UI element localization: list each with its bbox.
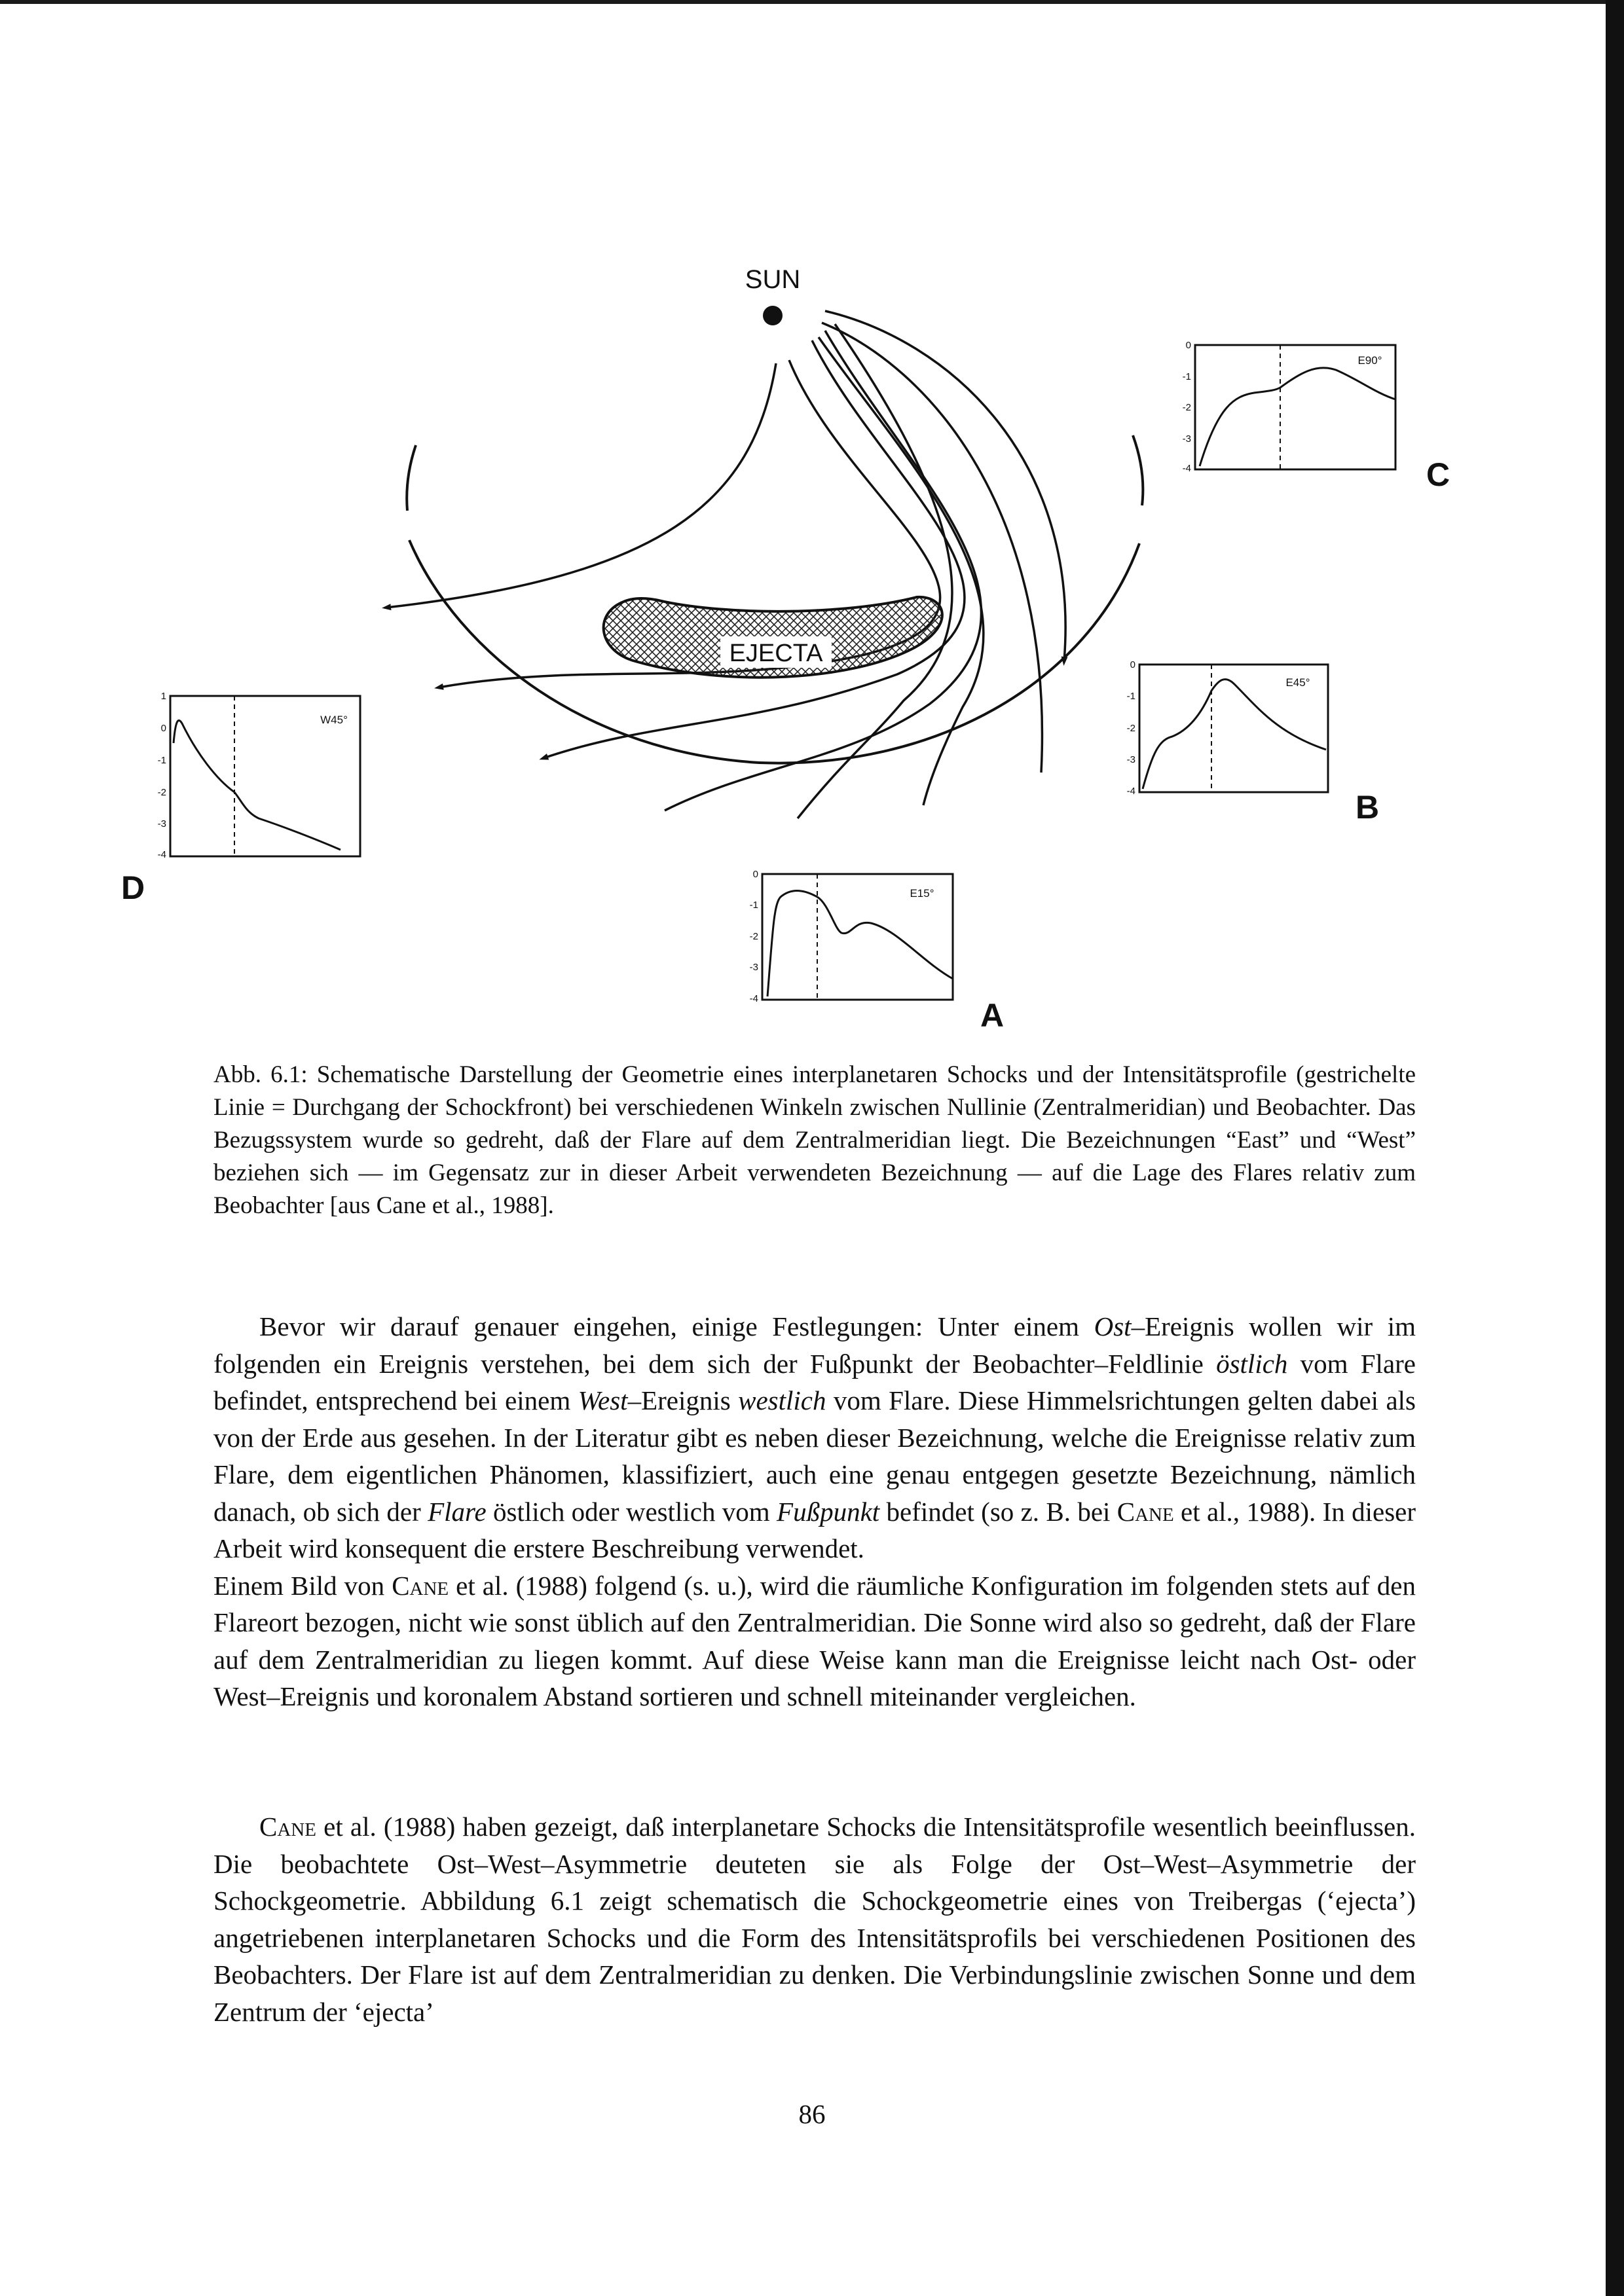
figure-caption bbox=[213, 1059, 1416, 1222]
panel-b-tick: 0 bbox=[1130, 659, 1135, 670]
sun-dot bbox=[763, 306, 783, 325]
panel-c-tick: -4 bbox=[1182, 463, 1191, 474]
text-run: Bevor wir darauf genauer eingehen, einige Festlegungen: Unter einem bbox=[259, 1311, 1094, 1341]
panel-b-tick: -4 bbox=[1126, 786, 1135, 797]
profile-panel-d bbox=[121, 691, 360, 906]
sun-label: SUN bbox=[745, 265, 801, 294]
italic-term: Fußpunkt bbox=[777, 1496, 880, 1527]
author-name: Cane bbox=[259, 1812, 316, 1842]
ejecta-label: EJECTA bbox=[729, 640, 823, 667]
panel-c-tick: -2 bbox=[1182, 402, 1191, 413]
panel-b-tick: -2 bbox=[1126, 723, 1135, 734]
text-run: et al. (1988) haben gezeigt, daß interplanetare Schocks die Intensitätsprofile wesentlich beeinflussen. Die beobachtete Ost–West–Asymmetrie deuteten sie als Folge der Ost–West–Asymmetrie der Schockgeometrie. Abbildung 6.1 zeigt schematisch die Schockgeometrie eines von Treibergas (‘ejecta’) angetriebenen interplanetaren Schocks und die Form des Intensitätsprofils bei verschiedenen Positionen des Beobachters. Der Flare ist auf dem Zentralmeridian zu denken. Die Verbindungslinie zwischen Sonne und dem Zentrum der ‘ejecta’ bbox=[213, 1812, 1416, 2027]
panel-c-tick: 0 bbox=[1185, 340, 1191, 351]
body-paragraph-3 bbox=[213, 1808, 1416, 2030]
text-run: –Ereignis wollen wir im folgenden ein Ereignis verstehen, bei dem sich der Fußpunkt der Beobachter–Feldlinie bbox=[213, 1311, 1416, 1379]
caption-text: Schematische Darstellung der Geometrie eines interplanetaren Schocks und der Intensitätsprofile (gestrichelte Linie = Durchgang der Schockfront) bei verschiedenen Winkeln zwischen Nullinie (Zentralmeridian) und Beobachter. Das Bezugssystem wurde so gedreht, daß der Flare auf dem Zentralmeridian liegt. Die Bezeichnungen “East” und “West” beziehen sich — im Gegensatz zur in dieser Arbeit verwendeten Bezeichnung — auf die Lage des Flares relativ zum Beobachter [aus Cane et al., 1988]. bbox=[213, 1061, 1416, 1219]
panel-d-tick: -1 bbox=[157, 755, 166, 766]
page-number: 86 bbox=[798, 2099, 826, 2129]
italic-term: West bbox=[578, 1385, 628, 1415]
panel-d-tick: -4 bbox=[157, 849, 166, 860]
panel-d-letter: D bbox=[120, 869, 145, 906]
caption-label: Abb. 6.1: bbox=[213, 1061, 308, 1088]
panel-c-tick: -3 bbox=[1182, 433, 1191, 445]
panel-d-tick: -3 bbox=[157, 818, 166, 829]
panel-a-letter: A bbox=[980, 997, 1005, 1034]
text-run: Einem Bild von bbox=[213, 1570, 392, 1601]
profile-panel-a bbox=[750, 869, 1004, 1034]
text-run: et al. (1988) folgend (s. u.), wird die räumliche Konfiguration im folgenden stets auf den Flareort bezogen, nicht wie sonst üblich auf den Zentralmeridian. Die Sonne wird also so gedreht, daß der Flare auf dem Zentralmeridian zu liegen kommt. Auf diese Weise kann man die Ereignisse leicht nach Ost- oder West–Ereignis und koronalem Abstand sortieren und schnell miteinander vergleichen. bbox=[213, 1570, 1416, 1711]
panel-a-tick: -3 bbox=[749, 962, 758, 973]
text-run: et al., 1988). In dieser Arbeit wird konsequent die erstere Beschreibung verwendet. bbox=[213, 1496, 1416, 1563]
panel-c-tick: -1 bbox=[1182, 371, 1191, 382]
panel-d-angle: W45° bbox=[320, 714, 348, 726]
panel-d-tick: 1 bbox=[160, 691, 166, 702]
text-run: östlich oder westlich vom bbox=[486, 1496, 777, 1527]
panel-b-tick: -3 bbox=[1126, 754, 1135, 765]
panel-a-tick: -2 bbox=[749, 931, 758, 942]
text-run: vom Flare. Diese Himmelsrichtungen gelten dabei als von der Erde aus gesehen. In der Literatur gibt es neben dieser Bezeichnung, welche die Ereignisse relativ zum Flare, dem eigentlichen Phänomen, klassifiziert, auch eine genau entgegen gesetzte Bezeichnung, nämlich danach, ob sich der bbox=[213, 1385, 1416, 1527]
magnetic-field-lines bbox=[386, 311, 1065, 818]
profile-panel-c bbox=[1183, 340, 1450, 493]
italic-term: westlich bbox=[738, 1385, 826, 1415]
panel-b-letter: B bbox=[1355, 789, 1380, 826]
panel-c-angle: E90° bbox=[1357, 354, 1382, 367]
italic-term: Flare bbox=[428, 1496, 487, 1527]
panel-a-tick: -4 bbox=[749, 993, 758, 1004]
panel-d-tick: 0 bbox=[160, 723, 166, 734]
italic-term: östlich bbox=[1216, 1348, 1288, 1379]
shock-geometry-figure bbox=[98, 242, 1486, 1061]
panel-c-letter: C bbox=[1426, 456, 1450, 493]
profile-panel-b bbox=[1127, 659, 1379, 826]
panel-b-angle: E45° bbox=[1285, 676, 1310, 689]
text-run: befindet (so z. B. bei bbox=[879, 1496, 1117, 1527]
panel-a-angle: E15° bbox=[910, 887, 934, 900]
panel-a-tick: 0 bbox=[752, 869, 758, 880]
author-name: Cane bbox=[1116, 1496, 1174, 1527]
panel-a-tick: -1 bbox=[749, 900, 758, 911]
shock-front bbox=[407, 435, 1143, 763]
text-run: –Ereignis bbox=[627, 1385, 739, 1415]
body-paragraph-1 bbox=[213, 1308, 1416, 1715]
scan-top-edge bbox=[0, 0, 1624, 4]
panel-d-tick: -2 bbox=[157, 787, 166, 798]
panel-b-tick: -1 bbox=[1126, 691, 1135, 702]
text-run: vom Flare befindet, entsprechend bei einem bbox=[213, 1348, 1416, 1415]
author-name: Cane bbox=[392, 1570, 449, 1601]
italic-term: Ost bbox=[1094, 1311, 1132, 1341]
scan-right-edge bbox=[1606, 0, 1624, 2296]
